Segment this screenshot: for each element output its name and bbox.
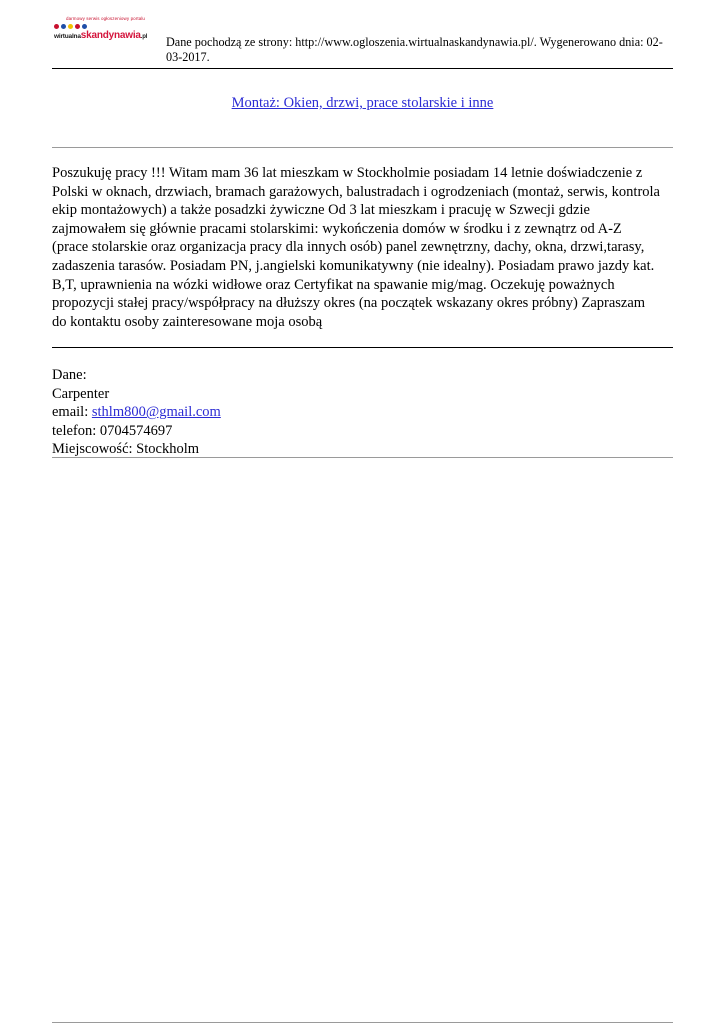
footer-divider (52, 1022, 673, 1023)
logo-word-suffix: .pl (140, 34, 148, 40)
phone-value: 0704574697 (99, 422, 173, 439)
site-logo (54, 16, 158, 46)
email-label: email: (52, 404, 92, 421)
contact-phone-row (52, 422, 673, 441)
email-link[interactable]: sthlm800@gmail.com (91, 404, 221, 421)
logo-flags-icon (54, 24, 87, 29)
source-notice: Dane pochodzą ze strony: http://www.ogloszenia.wirtualnaskandynawia.pl/. Wygenerowano dnia: 02-03-2017. (166, 35, 663, 64)
city-label: Miejscowość: (52, 441, 137, 458)
divider (52, 457, 673, 458)
document-page (52, 0, 673, 1024)
divider (52, 147, 673, 148)
contact-heading: Dane: (52, 367, 87, 383)
listing-title-row (52, 94, 673, 112)
listing-body: Poszukuję pracy !!! Witam mam 36 lat mieszkam w Stockholmie posiadam 14 letnie doświadczenie z Polski w oknach, drzwiach, bramach garażowych, balustradach i ogrodzeniach (montaż, serwis, kontrola ekip montażowych) a także posadzki żywiczne Od 3 lat mieszkam i pracuję w Szwecji gdzie zajmowałem się głównie pracami stolarskimi: wykończenia domów w środku i z zewnątrz od A-Z (prace stolarskie oraz organizacja pracy dla innych osób) panel zewnętrzny, dachy, okna, drzwi,tarasy, zadaszenia tarasów. Posiadam PN, j.angielski komunikatywny (nie idealny). Posiadam prawo jazdy kat. B,T, uprawnienia na wózki widłowe oraz Certyfikat na spawanie mig/mag. Oczekuję poważnych propozycji stałej pracy/współpracy na dłuższy okres (na początek wskazany okres próbny) Zapraszam do kontaktu osoby zainteresowane moja osobą (52, 165, 660, 330)
phone-label: telefon: (52, 422, 100, 439)
contact-name: Carpenter (52, 385, 110, 402)
listing-title-link[interactable]: Montaż: Okien, drzwi, prace stolarskie i inne (231, 95, 494, 111)
flag-dot (54, 24, 59, 29)
city-value: Stockholm (136, 441, 200, 458)
logo-word-prefix: wirtualna (54, 33, 81, 40)
flag-dot (61, 24, 66, 29)
contact-section (52, 366, 673, 459)
logo-tagline: darmowy serwis ogłoszeniowy portalu (66, 16, 146, 21)
divider (52, 347, 673, 348)
contact-email-row (52, 403, 673, 422)
flag-dot (68, 24, 73, 29)
page-header (52, 14, 673, 69)
logo-wordmark (54, 30, 147, 41)
flag-dot (82, 24, 87, 29)
logo-word-main: skandynawia (80, 30, 141, 41)
flag-dot (75, 24, 80, 29)
